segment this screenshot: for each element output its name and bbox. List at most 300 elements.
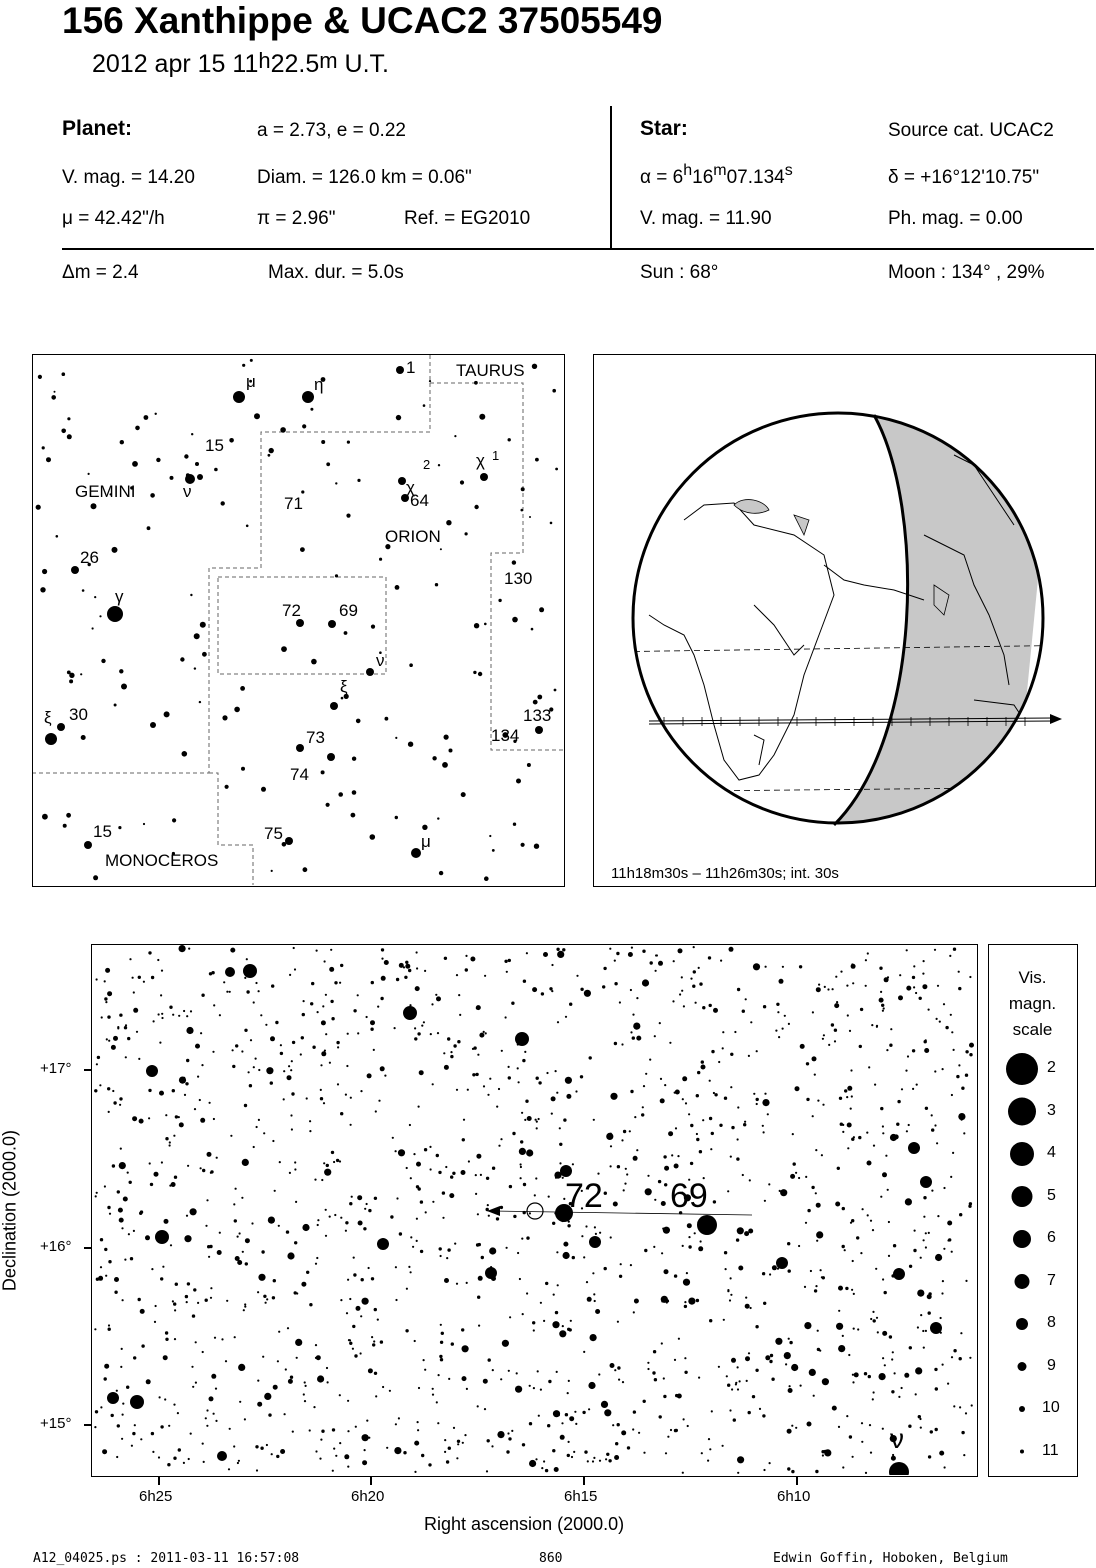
chart-star [506, 971, 508, 973]
chart-star [100, 1406, 102, 1408]
chart-star [522, 1313, 524, 1315]
chart-star [104, 1248, 107, 1251]
chart-star [263, 1132, 265, 1134]
chart-star [658, 1180, 661, 1183]
chart-star [331, 1151, 334, 1154]
chart-star [709, 1117, 712, 1120]
chart-star [243, 964, 257, 978]
sun-elongation: Sun : 68° [640, 262, 719, 283]
chart-star [617, 1321, 619, 1323]
chart-star [199, 1099, 201, 1101]
chart-star [791, 1364, 798, 1371]
chart-star [587, 1460, 589, 1462]
chart-star [243, 1309, 245, 1311]
chart-star [889, 1335, 892, 1338]
chart-star [784, 1260, 787, 1263]
chart-star [572, 1163, 574, 1165]
chart-star [555, 1311, 558, 1314]
chart-star [720, 960, 722, 962]
chart-star [105, 1275, 107, 1277]
chart-star [173, 1302, 176, 1305]
legend-dot [1008, 1098, 1036, 1126]
chart-star [812, 1115, 814, 1117]
y-tick-label: +15° [40, 1415, 72, 1432]
chart-star [192, 1314, 195, 1317]
chart-star [729, 1409, 731, 1411]
chart-star [886, 1049, 888, 1051]
chart-star [722, 1031, 724, 1033]
finder-star [370, 834, 376, 840]
chart-star [909, 1265, 912, 1268]
chart-star [816, 987, 821, 992]
chart-star [685, 1102, 687, 1104]
star-label: 134 [491, 726, 520, 745]
chart-star [382, 1386, 384, 1388]
chart-star [456, 974, 458, 976]
chart-star [492, 1167, 495, 1170]
chart-star [915, 1393, 917, 1395]
chart-star [185, 1295, 188, 1298]
chart-star [852, 1374, 854, 1376]
y-axis-title: Declination (2000.0) [0, 1129, 20, 1292]
chart-star [100, 1266, 102, 1268]
chart-star [816, 1203, 821, 1208]
chart-star [201, 994, 204, 997]
chart-star [498, 1088, 500, 1090]
chart-star [626, 1173, 628, 1175]
finder-star [356, 719, 361, 724]
x-tick-mark [583, 1477, 585, 1485]
chart-star [363, 1227, 366, 1230]
chart-star [190, 1208, 197, 1215]
chart-star [191, 1366, 193, 1368]
chart-star [187, 1282, 190, 1285]
chart-star [457, 1440, 460, 1443]
chart-star [107, 991, 112, 996]
chart-star [567, 1392, 569, 1394]
chart-star [723, 1319, 725, 1321]
chart-star [317, 1224, 319, 1226]
chart-star [912, 1049, 915, 1052]
chart-star [432, 1201, 434, 1203]
legend-dot [1010, 1142, 1034, 1166]
chart-star [837, 1004, 839, 1006]
chart-star [677, 1155, 679, 1157]
chart-star [403, 1006, 417, 1020]
chart-star [925, 1232, 927, 1234]
chart-star [701, 1452, 703, 1454]
chart-star [618, 1379, 620, 1381]
chart-star [151, 976, 154, 979]
chart-star [436, 996, 441, 1001]
path-line [492, 1211, 752, 1215]
chart-star [314, 1179, 316, 1181]
chart-star [377, 1319, 379, 1321]
chart-star [478, 1325, 480, 1327]
finder-star [396, 415, 401, 420]
chart-star [157, 959, 159, 961]
chart-star [509, 1185, 512, 1188]
chart-star [197, 1076, 199, 1078]
chart-star [438, 1171, 441, 1174]
chart-star [831, 1023, 834, 1026]
chart-star [463, 1119, 465, 1121]
chart-star [239, 1232, 241, 1234]
chart-star [381, 958, 383, 960]
finder-star [172, 818, 176, 822]
chart-star [682, 1098, 684, 1100]
chart-star [574, 1411, 576, 1413]
finder-star [38, 375, 42, 379]
finder-star [352, 757, 356, 761]
chart-star [559, 1143, 562, 1146]
finder-star [199, 701, 201, 703]
chart-star [553, 1294, 555, 1296]
finder-star [512, 617, 518, 623]
chart-star [709, 1080, 711, 1082]
chart-star [659, 1022, 661, 1024]
chart-star [634, 1299, 639, 1304]
star-label-72: 72 [565, 1177, 603, 1215]
finder-star [156, 458, 160, 462]
finder-star [81, 735, 86, 740]
chart-star [674, 1164, 679, 1169]
chart-star [736, 1157, 739, 1160]
chart-star [788, 1269, 791, 1272]
x-tick-label: 6h25 [139, 1488, 173, 1505]
finder-star [40, 587, 45, 592]
chart-star [925, 1330, 927, 1332]
chart-star [264, 1393, 271, 1400]
chart-star [457, 1443, 459, 1445]
chart-star [684, 1371, 687, 1374]
chart-star [241, 1197, 243, 1199]
chart-star [291, 1128, 293, 1130]
legend-mag-label: 11 [1042, 1442, 1059, 1459]
chart-star [333, 1448, 335, 1450]
chart-star [933, 1323, 935, 1325]
finder-star [438, 464, 440, 466]
chart-star [172, 1014, 174, 1016]
chart-star [710, 1148, 712, 1150]
chart-star [838, 1310, 840, 1312]
chart-star [512, 1132, 515, 1135]
chart-star [357, 1195, 362, 1200]
chart-star [213, 1413, 215, 1415]
chart-star [675, 1127, 677, 1129]
chart-star [784, 1352, 791, 1359]
finder-star [240, 686, 245, 691]
chart-star [140, 1438, 142, 1440]
chart-star [888, 1255, 890, 1257]
finder-star [62, 372, 66, 376]
chart-star [373, 1049, 375, 1051]
chart-star [174, 1309, 176, 1311]
chart-star [270, 1081, 273, 1084]
chart-star [117, 1424, 120, 1427]
chart-star [107, 1392, 119, 1404]
chart-star [673, 960, 675, 962]
finder-star [42, 446, 45, 449]
chart-star [364, 1435, 366, 1437]
chart-star [882, 1428, 884, 1430]
chart-star [961, 1087, 964, 1090]
chart-star [551, 1096, 556, 1101]
chart-star [546, 1072, 548, 1074]
chart-star [521, 1238, 523, 1240]
chart-star [674, 1274, 677, 1277]
chart-star [244, 1306, 246, 1308]
chart-star [416, 967, 418, 969]
chart-star [169, 1006, 172, 1009]
finder-star [56, 535, 59, 538]
chart-star [360, 1315, 362, 1317]
chart-star [920, 1427, 922, 1429]
chart-star [737, 988, 740, 991]
chart-star [146, 1379, 151, 1384]
chart-star [442, 1217, 444, 1219]
chart-star [159, 1396, 161, 1398]
chart-star [593, 1457, 595, 1459]
chart-star [661, 1300, 663, 1302]
chart-star [394, 1027, 396, 1029]
chart-star [667, 1300, 669, 1302]
chart-star [350, 1097, 352, 1099]
chart-star [617, 1366, 620, 1369]
chart-star [477, 1054, 479, 1056]
chart-star [446, 1460, 449, 1463]
chart-star [693, 946, 695, 948]
chart-star [353, 1009, 356, 1012]
chart-star [273, 1279, 276, 1282]
chart-star [969, 976, 971, 978]
chart-star [217, 1451, 227, 1461]
chart-star [927, 1294, 932, 1299]
chart-star [598, 1373, 600, 1375]
chart-star [804, 1286, 806, 1288]
chart-star [575, 1423, 577, 1425]
chart-star [913, 986, 915, 988]
finder-star [492, 849, 495, 852]
finder-star [534, 844, 539, 849]
chart-star [665, 1452, 667, 1454]
chart-star [478, 1276, 483, 1281]
chart-star [209, 1396, 214, 1401]
chart-star [940, 1332, 942, 1334]
legend-dot [1015, 1274, 1030, 1289]
chart-star [894, 1134, 899, 1139]
chart-star [617, 1165, 620, 1168]
chart-star [653, 1350, 656, 1353]
chart-star [684, 1305, 687, 1308]
chart-star [165, 1137, 168, 1140]
chart-star [287, 1075, 292, 1080]
chart-star [642, 979, 649, 986]
chart-star [266, 1298, 268, 1300]
chart-star [877, 1331, 879, 1333]
chart-star [923, 1347, 925, 1349]
chart-star [950, 1176, 952, 1178]
chart-star [440, 1358, 443, 1361]
chart-star [172, 1089, 175, 1092]
chart-star [663, 1227, 670, 1234]
finder-star [119, 669, 123, 673]
chart-star [418, 1187, 421, 1190]
chart-star [278, 1331, 280, 1333]
chart-star [232, 1049, 234, 1051]
finder-star [302, 424, 306, 428]
chart-star [515, 1386, 522, 1393]
chart-star [764, 1093, 766, 1095]
chart-star [95, 1195, 97, 1197]
chart-star [709, 1319, 712, 1322]
finder-star [191, 433, 193, 435]
chart-star [386, 1447, 388, 1449]
chart-star [822, 1276, 825, 1279]
chart-star [442, 1191, 445, 1194]
chart-star [619, 1001, 621, 1003]
chart-star [438, 1374, 440, 1376]
chart-star [461, 1170, 466, 1175]
chart-star [303, 1393, 305, 1395]
planet-ref: Ref. = EG2010 [404, 208, 531, 229]
chart-star [563, 1118, 566, 1121]
chart-star [943, 1187, 945, 1189]
finder-star [84, 841, 92, 849]
chart-star [730, 1294, 732, 1296]
chart-star [302, 1224, 309, 1231]
finder-star [242, 364, 245, 367]
chart-star [852, 1260, 854, 1262]
chart-star [375, 1110, 377, 1112]
chart-star [859, 1045, 862, 1048]
chart-star [601, 1401, 608, 1408]
chart-star [489, 1247, 496, 1254]
chart-star [248, 1071, 250, 1073]
chart-star [588, 1382, 595, 1389]
chart-star [538, 1118, 540, 1120]
chart-star [169, 1185, 171, 1187]
finder-star [92, 627, 94, 629]
chart-star [316, 950, 318, 952]
chart-star [405, 961, 408, 964]
chart-star [161, 1161, 163, 1163]
chart-star [389, 1390, 391, 1392]
chart-star [901, 1088, 903, 1090]
chart-star [573, 1451, 575, 1453]
chart-star [556, 1371, 558, 1373]
chart-star [633, 1023, 640, 1030]
chart-star [765, 1355, 770, 1360]
chart-star [824, 986, 826, 988]
chart-star [193, 1288, 196, 1291]
star-label: 15 [205, 436, 224, 455]
chart-star [124, 1026, 127, 1029]
finder-star [335, 482, 337, 484]
chart-star [483, 1379, 488, 1384]
chart-star [683, 1418, 685, 1420]
chart-star [805, 1222, 807, 1224]
chart-star [748, 1411, 751, 1414]
chart-star [614, 960, 616, 962]
chart-star [160, 1425, 163, 1428]
chart-star [353, 1257, 355, 1259]
chart-star [120, 1148, 122, 1150]
chart-star [280, 1052, 283, 1055]
chart-star [697, 1071, 700, 1074]
chart-star [842, 1124, 844, 1126]
chart-star [272, 1140, 274, 1142]
chart-star [276, 1455, 279, 1458]
chart-star [867, 1161, 872, 1166]
chart-star [205, 1417, 207, 1419]
chart-star [213, 1004, 215, 1006]
chart-star [769, 1273, 771, 1275]
magnitude-legend [988, 944, 1078, 1477]
chart-star [585, 1225, 587, 1227]
chart-star [111, 1045, 116, 1050]
chart-star [408, 969, 411, 972]
chart-star [599, 1232, 601, 1234]
chart-star [326, 1367, 328, 1369]
chart-star [520, 1163, 522, 1165]
chart-star [395, 1423, 397, 1425]
chart-star [450, 1055, 453, 1058]
chart-star [768, 1183, 770, 1185]
chart-star [233, 1445, 235, 1447]
chart-star [742, 1010, 745, 1013]
chart-star [604, 1267, 607, 1270]
chart-star [813, 1395, 815, 1397]
chart-star [159, 1091, 164, 1096]
chart-star [451, 1342, 454, 1345]
chart-star [610, 1133, 612, 1135]
chart-star [154, 1321, 156, 1323]
chart-star [571, 1456, 573, 1458]
chart-star [255, 982, 257, 984]
chart-star [733, 1418, 736, 1421]
chart-star [738, 1266, 743, 1271]
finder-star [555, 468, 558, 471]
chart-star [97, 1056, 100, 1059]
finder-star [214, 468, 218, 472]
chart-star [959, 1213, 962, 1216]
chart-star [167, 1463, 170, 1466]
chart-star [583, 1351, 585, 1353]
chart-star [636, 997, 638, 999]
chart-star [106, 1038, 108, 1040]
chart-star [684, 1357, 686, 1359]
chart-star [260, 1014, 262, 1016]
chart-star [729, 1299, 731, 1301]
finder-star [254, 413, 260, 419]
chart-star [423, 1021, 425, 1023]
chart-star [96, 1278, 99, 1281]
chart-star [920, 1176, 932, 1188]
chart-star [820, 1269, 822, 1271]
chart-star [849, 1435, 852, 1438]
chart-star [817, 1100, 819, 1102]
max-duration: Max. dur. = 5.0s [268, 262, 404, 283]
finder-star [150, 493, 155, 498]
finder-star [479, 414, 485, 420]
chart-star [325, 994, 327, 996]
chart-star [178, 1015, 180, 1017]
chart-star [476, 1243, 479, 1246]
chart-star [119, 1104, 121, 1106]
chart-star [268, 1217, 275, 1224]
chart-star [822, 1454, 824, 1456]
